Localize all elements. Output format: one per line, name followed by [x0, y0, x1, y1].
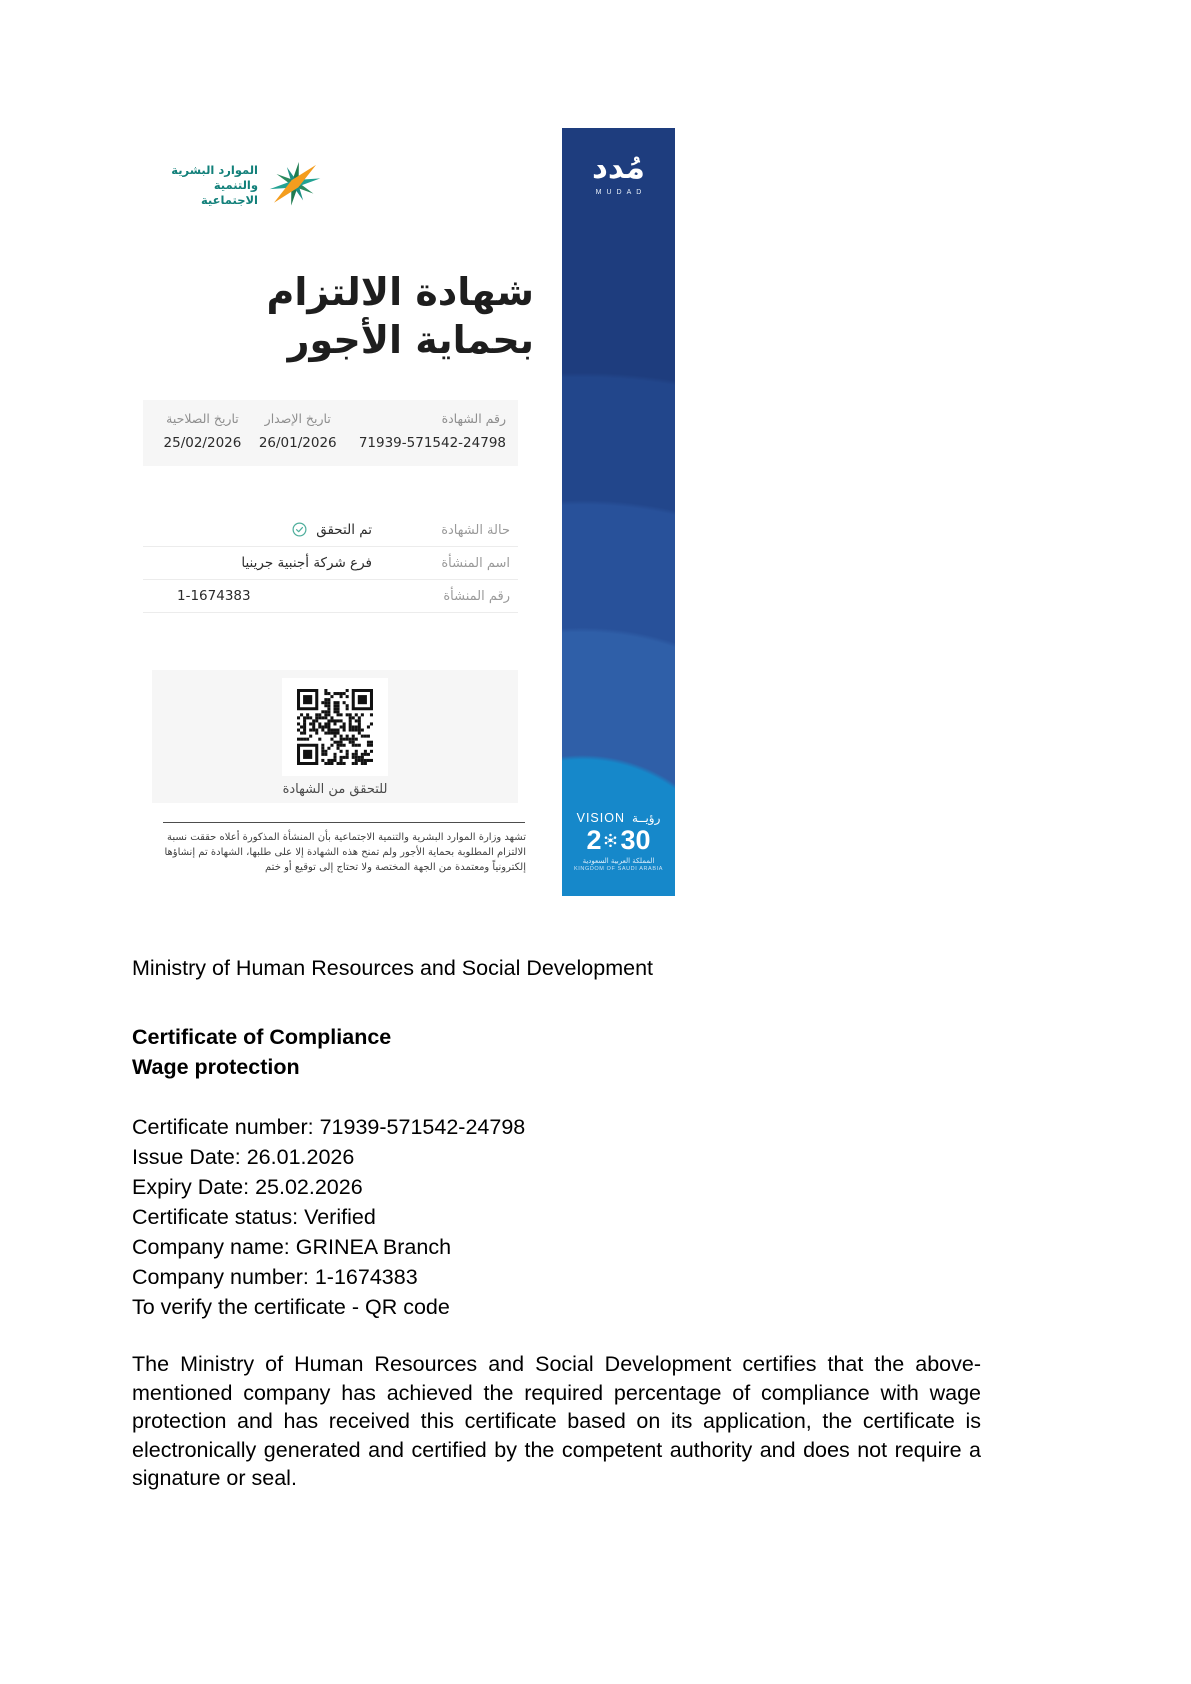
disclaimer-text-arabic: تشهد وزارة الموارد البشرية والتنمية الاجتماعية بأن المنشأة المذكورة أعلاه حققت نسبة الالتزام المطلوبة بحماية الأجور ولم تمنح هذه الشهادة إلا على طلبها، الشهادة تم إنشاؤها إلكترونياً ومعتمدة من الجهة المختصة ولا تحتاج إلى توقيع أو ختم: [164, 832, 526, 873]
english-headings: [132, 1022, 391, 1082]
detail-label: حالة الشهادة: [441, 522, 510, 538]
info-col-expiry-date: [153, 411, 252, 466]
vision-year-30: 30: [620, 825, 651, 855]
certificate-title-line1: شهادة الالتزام: [266, 270, 534, 314]
detail-value: فرع شركة أجنبية جرينيا: [241, 555, 372, 571]
vision-latin-text: VISION: [576, 811, 625, 825]
certificate-info-table: [143, 400, 518, 466]
field-certificate-number: Certificate number: 71939-571542-24798: [132, 1115, 526, 1139]
qr-code: [297, 689, 373, 765]
disclaimer-divider: [163, 822, 525, 823]
ministry-name-line1: الموارد البشرية: [171, 162, 258, 177]
certification-paragraph: The Ministry of Human Resources and Social Development certifies that the above-mentioned company has achieved the required percentage of compliance with wage protection and has received this certificate based on its application, the certificate is electronically generated and certified by the competent authority and does not require a signature or seal.: [132, 1352, 981, 1490]
certificate-fields-english: [132, 1112, 525, 1322]
vision-wordmark-row: [562, 811, 675, 825]
detail-value: 1-1674383: [177, 588, 251, 604]
detail-row-company-name: [143, 547, 518, 580]
field-company-name: Company name: GRINEA Branch: [132, 1235, 452, 1259]
detail-row-company-number: [143, 580, 518, 613]
field-expiry-date: Expiry Date: 25.02.2026: [132, 1175, 363, 1199]
ministry-emblem-icon: [263, 156, 327, 214]
qr-frame: [282, 678, 388, 776]
vision-palm-emblem-icon: [602, 832, 619, 849]
detail-row-status: [143, 514, 518, 547]
info-value: 71939-571542-24798: [358, 435, 506, 451]
detail-label: رقم المنشأة: [443, 588, 510, 604]
kingdom-arabic-text: المملكة العربية السعودية: [582, 857, 655, 865]
ministry-line-english: Ministry of Human Resources and Social Development: [132, 956, 654, 980]
certificate-title-line2: بحماية الأجور: [287, 318, 534, 362]
info-label: تاريخ الإصدار: [264, 411, 331, 426]
detail-label: اسم المنشأة: [441, 555, 510, 571]
info-label: رقم الشهادة: [441, 411, 506, 426]
info-col-issue-date: [252, 411, 344, 466]
mudad-logo: [562, 150, 675, 196]
certificate-image: [140, 128, 675, 896]
heading-certificate-of-compliance: Certificate of Compliance: [132, 1025, 392, 1049]
qr-section: [152, 670, 518, 803]
ministry-logo: [156, 156, 327, 214]
info-label: تاريخ الصلاحية: [166, 411, 239, 426]
mudad-latin-wordmark: MUDAD: [595, 189, 647, 196]
vision-year-2: 2: [586, 825, 602, 855]
certificate-details: [143, 514, 518, 613]
field-certificate-status: Certificate status: Verified: [132, 1205, 376, 1229]
status-text: تم التحقق: [316, 522, 372, 538]
qr-caption: للتحقق من الشهادة: [282, 782, 388, 797]
info-value: 26/01/2026: [258, 435, 337, 451]
vision-arabic-text: رؤيــة: [631, 811, 661, 825]
mudad-arabic-wordmark: مُدد: [591, 150, 645, 186]
mudad-banner: [562, 128, 675, 896]
verified-check-icon: [292, 522, 307, 537]
certificate-title-arabic: [266, 268, 534, 364]
certificate-body: [140, 128, 562, 896]
detail-value-status: [143, 522, 406, 538]
vision-2030-logo: [562, 811, 675, 872]
kingdom-english-text: KINGDOM OF SAUDI ARABIA: [574, 866, 663, 872]
field-company-number: Company number: 1-1674383: [132, 1265, 418, 1289]
heading-wage-protection: Wage protection: [132, 1055, 300, 1079]
info-value: 25/02/2026: [163, 435, 242, 451]
vision-year: [562, 825, 675, 855]
field-issue-date: Issue Date: 26.01.2026: [132, 1145, 355, 1169]
ministry-name-line2: والتنمية الاجتماعية: [200, 177, 258, 207]
info-col-certificate-number: [344, 411, 506, 466]
ministry-logo-name: [156, 163, 258, 208]
field-verify-qr: To verify the certificate - QR code: [132, 1295, 450, 1319]
